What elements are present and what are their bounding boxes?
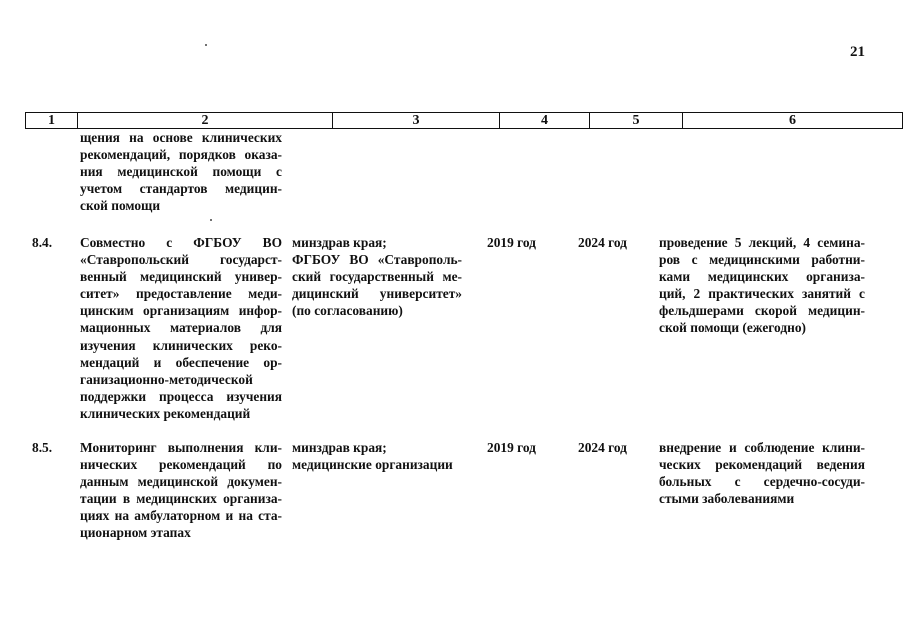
header-col-6: 6 <box>683 113 903 129</box>
scan-speck <box>210 219 212 221</box>
text-line: поддержки процесса изучения <box>80 388 282 404</box>
text-line: ской помощи <box>80 198 161 214</box>
text-line: ФГБОУ ВО «Ставрополь- <box>292 252 462 268</box>
text-line: венный медицинский универ- <box>80 269 282 285</box>
row-number: 8.5. <box>32 440 53 455</box>
text-line: ский государственный ме- <box>292 269 462 285</box>
continuation-text <box>80 129 282 214</box>
activity-description <box>80 234 282 422</box>
text-line: изучения клинических реко- <box>80 337 282 353</box>
row-number: 8.4. <box>32 235 53 250</box>
text-line: ганизационно-методической <box>80 371 253 387</box>
responsible-parties <box>292 234 462 319</box>
text-line: минздрав края; <box>292 235 387 250</box>
text-line: ров с медицинскими работни- <box>659 252 865 268</box>
text-line: ческих рекомендаций ведения <box>659 457 865 473</box>
header-col-5: 5 <box>590 113 683 129</box>
text-line: мационных материалов для <box>80 320 282 336</box>
text-line: щения на основе клинических <box>80 130 282 145</box>
end-date: 2024 год <box>578 440 627 455</box>
text-line: ситет» предоставление меди- <box>80 286 282 302</box>
text-line: тации в медицинских организа- <box>80 491 282 507</box>
header-col-3: 3 <box>333 113 500 129</box>
text-line: минздрав края; <box>292 440 387 455</box>
text-line: клинических рекомендаций <box>80 405 251 421</box>
text-line: внедрение и соблюдение клини- <box>659 440 865 455</box>
text-line: нических рекомендаций по <box>80 457 282 473</box>
text-line: данным медицинской докумен- <box>80 474 282 490</box>
text-line: ционарном этапах <box>80 525 191 541</box>
start-date: 2019 год <box>487 235 536 250</box>
text-line: медицинские организации <box>292 457 453 473</box>
responsible-parties <box>292 439 462 473</box>
text-line: ской помощи (ежегодно) <box>659 320 806 336</box>
text-line: циях на амбулаторном и на ста- <box>80 508 282 524</box>
text-line: проведение 5 лекций, 4 семина- <box>659 235 865 250</box>
text-line: учетом стандартов медицин- <box>80 181 282 197</box>
start-date: 2019 год <box>487 440 536 455</box>
text-line: ками медицинских организа- <box>659 269 865 285</box>
header-col-2: 2 <box>78 113 333 129</box>
text-line: мендаций и обеспечение ор- <box>80 354 282 370</box>
text-line: Совместно с ФГБОУ ВО <box>80 235 282 250</box>
text-line: ния медицинской помощи с <box>80 164 282 180</box>
page-number: 21 <box>850 44 865 60</box>
text-line: рекомендаций, порядков оказа- <box>80 147 282 163</box>
text-line: (по согласованию) <box>292 303 403 319</box>
text-line: ций, 2 практических занятий с <box>659 286 865 302</box>
scan-speck <box>205 44 207 46</box>
table-header <box>25 112 903 129</box>
text-line: фельдшерами скорой медицин- <box>659 303 865 319</box>
end-date: 2024 год <box>578 235 627 250</box>
text-line: дицинский университет» <box>292 286 462 302</box>
activity-description <box>80 439 282 542</box>
text-line: больных с сердечно-сосуди- <box>659 474 865 490</box>
expected-result <box>659 439 865 507</box>
expected-result <box>659 234 865 337</box>
header-col-1: 1 <box>26 113 78 129</box>
text-line: «Ставропольский государст- <box>80 252 282 268</box>
text-line: цинским организациям инфор- <box>80 303 282 319</box>
text-line: стыми заболеваниями <box>659 491 795 507</box>
header-col-4: 4 <box>500 113 590 129</box>
text-line: Мониторинг выполнения кли- <box>80 440 282 455</box>
